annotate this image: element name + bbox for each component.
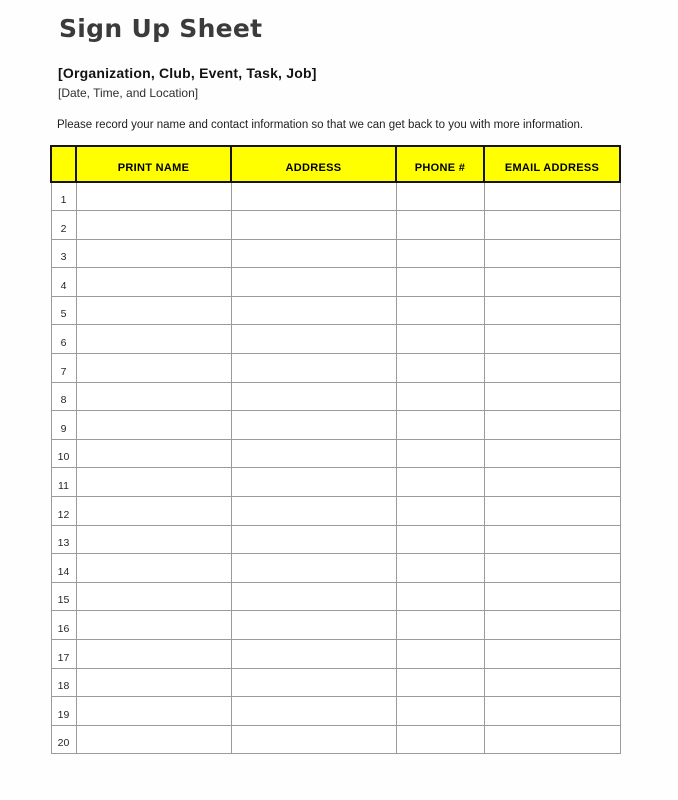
- phone-cell[interactable]: [396, 182, 484, 211]
- row-number: 7: [51, 354, 76, 383]
- header-row: [51, 146, 620, 182]
- table-row: [51, 439, 620, 468]
- print-name-cell[interactable]: [76, 697, 231, 726]
- email-cell[interactable]: [484, 296, 620, 325]
- row-number: 16: [51, 611, 76, 640]
- phone-cell[interactable]: [396, 439, 484, 468]
- address-cell[interactable]: [231, 468, 396, 497]
- email-cell[interactable]: [484, 325, 620, 354]
- row-number: 15: [51, 582, 76, 611]
- address-cell[interactable]: [231, 640, 396, 669]
- email-cell[interactable]: [484, 182, 620, 211]
- email-cell[interactable]: [484, 668, 620, 697]
- address-cell[interactable]: [231, 268, 396, 297]
- row-number: 11: [51, 468, 76, 497]
- address-cell[interactable]: [231, 182, 396, 211]
- phone-cell[interactable]: [396, 211, 484, 240]
- table-row: [51, 697, 620, 726]
- row-number: 2: [51, 211, 76, 240]
- phone-cell[interactable]: [396, 697, 484, 726]
- phone-cell[interactable]: [396, 382, 484, 411]
- print-name-cell[interactable]: [76, 725, 231, 754]
- address-column-header: ADDRESS: [231, 146, 396, 182]
- email-cell[interactable]: [484, 411, 620, 440]
- print-name-cell[interactable]: [76, 582, 231, 611]
- print-name-cell[interactable]: [76, 439, 231, 468]
- phone-cell[interactable]: [396, 582, 484, 611]
- address-cell[interactable]: [231, 554, 396, 583]
- table-row: [51, 411, 620, 440]
- print-name-cell[interactable]: [76, 325, 231, 354]
- table-row: [51, 296, 620, 325]
- print-name-cell[interactable]: [76, 554, 231, 583]
- table-row: [51, 325, 620, 354]
- print-name-cell[interactable]: [76, 468, 231, 497]
- phone-cell[interactable]: [396, 354, 484, 383]
- print-name-cell[interactable]: [76, 182, 231, 211]
- email-cell[interactable]: [484, 239, 620, 268]
- address-cell[interactable]: [231, 525, 396, 554]
- row-number: 8: [51, 382, 76, 411]
- page-title: Sign Up Sheet: [59, 14, 263, 43]
- phone-cell[interactable]: [396, 554, 484, 583]
- print-name-column-header: PRINT NAME: [76, 146, 231, 182]
- print-name-cell[interactable]: [76, 354, 231, 383]
- email-cell[interactable]: [484, 468, 620, 497]
- email-cell[interactable]: [484, 582, 620, 611]
- table-row: [51, 239, 620, 268]
- address-cell[interactable]: [231, 611, 396, 640]
- address-cell[interactable]: [231, 497, 396, 526]
- email-cell[interactable]: [484, 382, 620, 411]
- print-name-cell[interactable]: [76, 296, 231, 325]
- table-row: [51, 525, 620, 554]
- row-number: 1: [51, 182, 76, 211]
- row-number: 18: [51, 668, 76, 697]
- table-row: [51, 497, 620, 526]
- email-cell[interactable]: [484, 640, 620, 669]
- signup-table: [50, 145, 621, 754]
- address-cell[interactable]: [231, 325, 396, 354]
- email-cell[interactable]: [484, 211, 620, 240]
- print-name-cell[interactable]: [76, 211, 231, 240]
- table-row: [51, 468, 620, 497]
- phone-cell[interactable]: [396, 525, 484, 554]
- print-name-cell[interactable]: [76, 239, 231, 268]
- table-row: [51, 268, 620, 297]
- phone-cell[interactable]: [396, 411, 484, 440]
- phone-cell[interactable]: [396, 296, 484, 325]
- table-row: [51, 611, 620, 640]
- row-number: 17: [51, 640, 76, 669]
- row-number: 4: [51, 268, 76, 297]
- row-number: 6: [51, 325, 76, 354]
- organization-subtitle: [Organization, Club, Event, Task, Job]: [58, 65, 317, 81]
- email-cell[interactable]: [484, 525, 620, 554]
- instruction-text: Please record your name and contact information so that we can get back to you with more information.: [57, 119, 584, 131]
- address-cell[interactable]: [231, 354, 396, 383]
- print-name-cell[interactable]: [76, 497, 231, 526]
- phone-cell[interactable]: [396, 611, 484, 640]
- table-row: [51, 354, 620, 383]
- email-cell[interactable]: [484, 725, 620, 754]
- address-cell[interactable]: [231, 382, 396, 411]
- email-cell[interactable]: [484, 268, 620, 297]
- address-cell[interactable]: [231, 439, 396, 468]
- phone-cell[interactable]: [396, 668, 484, 697]
- table-row: [51, 182, 620, 211]
- row-number: 3: [51, 239, 76, 268]
- row-number: 5: [51, 296, 76, 325]
- print-name-cell[interactable]: [76, 411, 231, 440]
- row-number-header: [51, 146, 76, 182]
- phone-cell[interactable]: [396, 640, 484, 669]
- row-number: 9: [51, 411, 76, 440]
- email-cell[interactable]: [484, 554, 620, 583]
- print-name-cell[interactable]: [76, 268, 231, 297]
- address-cell[interactable]: [231, 411, 396, 440]
- address-cell[interactable]: [231, 211, 396, 240]
- email-cell[interactable]: [484, 611, 620, 640]
- print-name-cell[interactable]: [76, 668, 231, 697]
- table-row: [51, 640, 620, 669]
- print-name-cell[interactable]: [76, 525, 231, 554]
- phone-cell[interactable]: [396, 497, 484, 526]
- phone-cell[interactable]: [396, 468, 484, 497]
- phone-cell[interactable]: [396, 239, 484, 268]
- phone-cell[interactable]: [396, 268, 484, 297]
- table-row: [51, 211, 620, 240]
- row-number: 14: [51, 554, 76, 583]
- table-body: [51, 182, 620, 754]
- address-cell[interactable]: [231, 296, 396, 325]
- address-cell[interactable]: [231, 668, 396, 697]
- print-name-cell[interactable]: [76, 640, 231, 669]
- print-name-cell[interactable]: [76, 382, 231, 411]
- table-row: [51, 725, 620, 754]
- row-number: 20: [51, 725, 76, 754]
- email-cell[interactable]: [484, 497, 620, 526]
- address-cell[interactable]: [231, 239, 396, 268]
- address-cell[interactable]: [231, 582, 396, 611]
- email-cell[interactable]: [484, 697, 620, 726]
- row-number: 12: [51, 497, 76, 526]
- table-row: [51, 382, 620, 411]
- email-column-header: EMAIL ADDRESS: [484, 146, 620, 182]
- email-cell[interactable]: [484, 439, 620, 468]
- table-row: [51, 582, 620, 611]
- address-cell[interactable]: [231, 697, 396, 726]
- date-time-location-line: [Date, Time, and Location]: [58, 86, 199, 100]
- row-number: 19: [51, 697, 76, 726]
- print-name-cell[interactable]: [76, 611, 231, 640]
- table-row: [51, 554, 620, 583]
- row-number: 13: [51, 525, 76, 554]
- table-row: [51, 668, 620, 697]
- email-cell[interactable]: [484, 354, 620, 383]
- address-cell[interactable]: [231, 725, 396, 754]
- row-number: 10: [51, 439, 76, 468]
- phone-column-header: PHONE #: [396, 146, 484, 182]
- phone-cell[interactable]: [396, 725, 484, 754]
- phone-cell[interactable]: [396, 325, 484, 354]
